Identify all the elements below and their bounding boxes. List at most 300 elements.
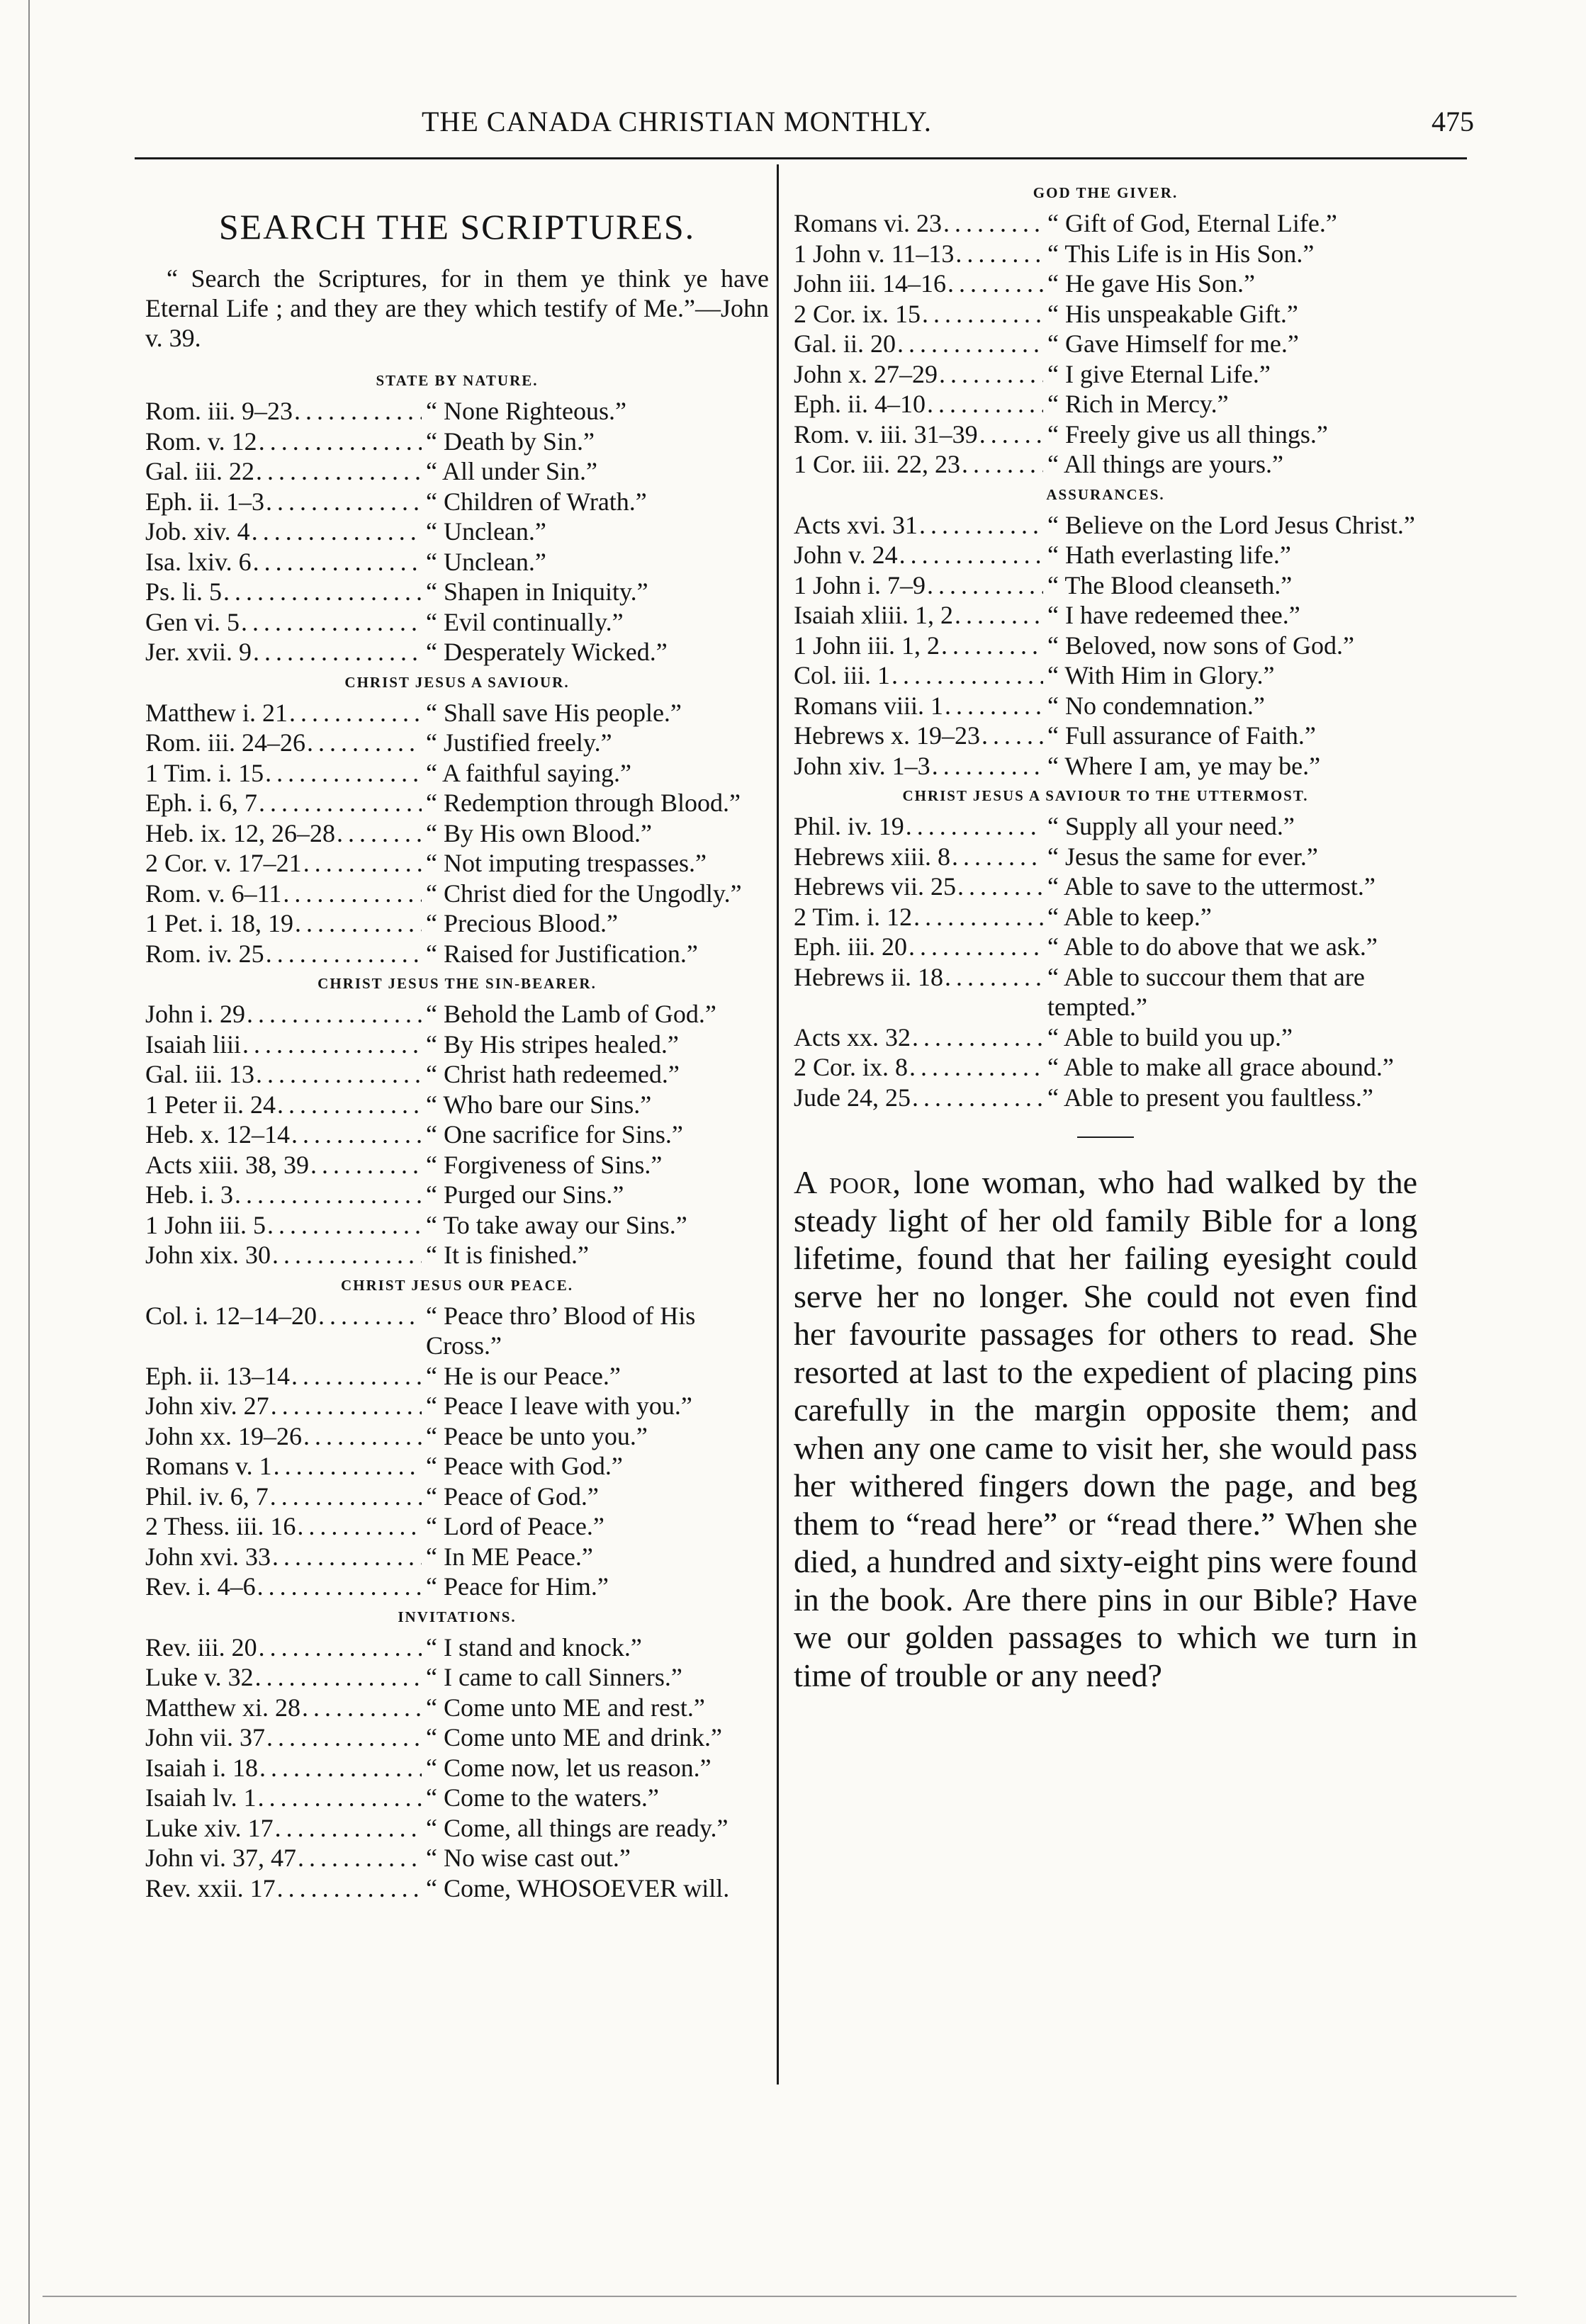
reference-with-leader bbox=[145, 908, 422, 939]
scripture-reference: Matthew i. 21 bbox=[145, 698, 288, 727]
scripture-reference: Hebrews xiii. 8 bbox=[794, 842, 950, 871]
scripture-entry bbox=[794, 1022, 1417, 1053]
scripture-quote: “ Peace for Him.” bbox=[426, 1572, 609, 1601]
scripture-reference: Isaiah lv. 1 bbox=[145, 1783, 257, 1812]
scripture-quote: “ Supply all your need.” bbox=[1047, 812, 1295, 840]
scripture-entry bbox=[145, 698, 769, 728]
dot-leader bbox=[257, 788, 422, 818]
scripture-entry bbox=[145, 1301, 769, 1361]
scripture-reference: Hebrews vii. 25 bbox=[794, 872, 956, 901]
dot-leader bbox=[281, 879, 422, 909]
scripture-entry bbox=[794, 691, 1417, 721]
scripture-reference: 1 Pet. i. 18, 19 bbox=[145, 909, 294, 937]
dot-leader bbox=[233, 1180, 422, 1210]
scripture-quote: “ In ME Peace.” bbox=[426, 1542, 593, 1571]
scripture-reference: Rom. v. 12 bbox=[145, 427, 257, 456]
dot-leader bbox=[264, 487, 422, 517]
scripture-reference: Isaiah liii bbox=[145, 1030, 241, 1059]
reference-with-leader bbox=[794, 239, 1043, 269]
dot-leader bbox=[317, 1301, 422, 1331]
dot-leader bbox=[293, 396, 422, 427]
scripture-entry bbox=[145, 517, 769, 547]
scripture-entry bbox=[794, 510, 1417, 541]
dot-leader bbox=[911, 1083, 1043, 1113]
scripture-quote: “ Shapen in Iniquity.” bbox=[426, 577, 648, 606]
scripture-entry bbox=[794, 208, 1417, 239]
scripture-entry bbox=[145, 999, 769, 1030]
scripture-quote: “ Peace of God.” bbox=[426, 1482, 599, 1511]
scripture-entry bbox=[145, 1150, 769, 1180]
dot-leader bbox=[240, 607, 422, 638]
dot-leader bbox=[918, 510, 1043, 541]
scripture-reference: Job. xiv. 4 bbox=[145, 517, 250, 546]
scripture-reference: Phil. iv. 19 bbox=[794, 812, 904, 840]
reference-with-leader bbox=[794, 329, 1043, 359]
scripture-quote: “ Rich in Mercy.” bbox=[1047, 390, 1229, 418]
scripture-quote: “ Come to the waters.” bbox=[426, 1783, 659, 1812]
dot-leader bbox=[908, 1052, 1043, 1083]
reference-with-leader bbox=[794, 932, 1043, 962]
scripture-reference: 1 Cor. iii. 22, 23 bbox=[794, 450, 961, 478]
reference-with-leader bbox=[145, 1693, 422, 1723]
scripture-quote: “ Hath everlasting life.” bbox=[1047, 541, 1291, 569]
dot-leader bbox=[222, 577, 422, 607]
anecdote-text: lone woman, who had walked by the steady light of her old family Bible for a long lifetime, found that her failing eyesight could serve her no longer. She could not even find her favourite passages for others to read. She resorted at last to the expedient of placing pins carefully in the margin opposite them; and when any one came to visit her, she would pass her withered fingers down the page, and beg them to “read here” or “read there.” When she died, a hundred and sixty-eight pins were found in the book. Are there pins in our Bible? Have we our golden passages to which we turn in time of trouble or any need? bbox=[794, 1164, 1417, 1693]
scripture-quote: “ I came to call Sinners.” bbox=[426, 1663, 682, 1691]
reference-with-leader bbox=[794, 962, 1043, 993]
scripture-reference: Gal. iii. 13 bbox=[145, 1060, 254, 1088]
scripture-reference: Eph. ii. 13–14 bbox=[145, 1361, 290, 1390]
scripture-quote: “ Able to save to the uttermost.” bbox=[1047, 872, 1376, 901]
scripture-reference: John i. 29 bbox=[145, 1000, 246, 1028]
scripture-quote: “ I give Eternal Life.” bbox=[1047, 359, 1271, 388]
scripture-entry bbox=[794, 540, 1417, 570]
scripture-reference: Eph. ii. 4–10 bbox=[794, 390, 926, 418]
reference-with-leader bbox=[145, 1662, 422, 1693]
reference-with-leader bbox=[794, 299, 1043, 329]
section-heading: STATE BY NATURE. bbox=[376, 372, 539, 389]
dot-leader bbox=[980, 721, 1043, 751]
scripture-reference: Rev. i. 4–6 bbox=[145, 1572, 256, 1601]
reference-with-leader bbox=[794, 419, 1043, 450]
scripture-entry bbox=[145, 728, 769, 758]
scripture-quote: “ Beloved, now sons of God.” bbox=[1047, 631, 1354, 660]
dot-leader bbox=[293, 908, 422, 939]
scripture-quote: “ He is our Peace.” bbox=[426, 1361, 621, 1390]
scripture-reference: Rom. iv. 25 bbox=[145, 939, 264, 968]
scripture-quote: “ Unclean.” bbox=[426, 547, 546, 576]
section-heading: CHRIST JESUS OUR PEACE. bbox=[340, 1276, 573, 1294]
dot-leader bbox=[241, 1030, 422, 1060]
scripture-entry bbox=[145, 758, 769, 789]
scripture-reference: Eph. i. 6, 7 bbox=[145, 789, 257, 817]
scripture-reference: John xix. 30 bbox=[145, 1241, 271, 1269]
dot-leader bbox=[250, 517, 422, 547]
scripture-reference: 2 Thess. iii. 16 bbox=[145, 1512, 296, 1540]
reference-with-leader bbox=[145, 487, 422, 517]
scripture-reference: Heb. ix. 12, 26–28 bbox=[145, 818, 335, 847]
section-heading: ASSURANCES. bbox=[1046, 485, 1165, 503]
scripture-reference: 1 John v. 11–13 bbox=[794, 239, 955, 268]
scripture-quote: “ Jesus the same for ever.” bbox=[1047, 842, 1318, 871]
scripture-quote: “ To take away our Sins.” bbox=[426, 1210, 687, 1239]
reference-with-leader bbox=[145, 1391, 422, 1421]
scripture-quote: “ None Righteous.” bbox=[426, 397, 626, 425]
reference-with-leader bbox=[145, 1240, 422, 1270]
scripture-reference: 2 Cor. v. 17–21 bbox=[145, 849, 302, 877]
scripture-entry bbox=[145, 1210, 769, 1241]
reference-with-leader bbox=[145, 1783, 422, 1813]
scripture-entry bbox=[794, 600, 1417, 631]
scripture-quote: “ No condemnation.” bbox=[1047, 691, 1265, 720]
scripture-entry bbox=[794, 902, 1417, 932]
reference-with-leader bbox=[145, 427, 422, 457]
dot-leader bbox=[302, 848, 422, 879]
reference-with-leader bbox=[794, 751, 1043, 782]
reference-with-leader bbox=[794, 631, 1043, 661]
reference-with-leader bbox=[145, 788, 422, 818]
scripture-entry bbox=[145, 1753, 769, 1783]
scripture-reference: Col. i. 12–14–20 bbox=[145, 1301, 317, 1330]
reference-with-leader bbox=[145, 1030, 422, 1060]
reference-with-leader bbox=[145, 1119, 422, 1150]
dot-leader bbox=[288, 698, 422, 728]
scripture-reference: John iii. 14–16 bbox=[794, 269, 947, 298]
dot-leader bbox=[954, 239, 1043, 269]
dot-leader bbox=[943, 691, 1043, 721]
scripture-quote: “ This Life is in His Son.” bbox=[1047, 239, 1315, 268]
scripture-entry bbox=[794, 329, 1417, 359]
dot-leader bbox=[940, 631, 1043, 661]
reference-with-leader bbox=[794, 842, 1043, 872]
scripture-reference: Luke xiv. 17 bbox=[145, 1813, 274, 1842]
scripture-quote: “ Peace be unto you.” bbox=[426, 1421, 648, 1450]
scripture-reference: Acts xvi. 31 bbox=[794, 510, 918, 539]
page-number: 475 bbox=[1432, 106, 1474, 137]
dot-leader bbox=[257, 1783, 422, 1813]
scripture-entry bbox=[145, 1693, 769, 1723]
scripture-quote: “ Peace with God.” bbox=[426, 1452, 623, 1480]
dot-leader bbox=[896, 329, 1043, 359]
scripture-entry bbox=[794, 570, 1417, 601]
reference-with-leader bbox=[145, 818, 422, 849]
dot-leader bbox=[943, 962, 1043, 993]
scripture-entry bbox=[794, 449, 1417, 480]
reference-with-leader bbox=[145, 1421, 422, 1452]
scripture-reference: Acts xx. 32 bbox=[794, 1022, 911, 1051]
reference-with-leader bbox=[145, 547, 422, 577]
scripture-entry bbox=[794, 751, 1417, 782]
reference-with-leader bbox=[794, 510, 1043, 541]
reference-with-leader bbox=[145, 1572, 422, 1602]
scripture-entry bbox=[145, 1090, 769, 1120]
scripture-entry bbox=[145, 1511, 769, 1542]
scripture-quote: “ Come now, let us reason.” bbox=[426, 1753, 712, 1782]
dot-leader bbox=[264, 939, 422, 969]
scripture-entry bbox=[145, 1662, 769, 1693]
scripture-entry bbox=[145, 1421, 769, 1452]
left-column bbox=[145, 177, 769, 1903]
section-heading: GOD THE GIVER. bbox=[1033, 184, 1179, 201]
scripture-quote: “ Peace thro’ Blood of His Cross.” bbox=[426, 1301, 696, 1360]
scripture-reference: Gen vi. 5 bbox=[145, 607, 240, 636]
dot-leader bbox=[290, 1119, 422, 1150]
scripture-entry bbox=[794, 811, 1417, 842]
scripture-quote: “ Freely give us all things.” bbox=[1047, 419, 1328, 449]
reference-with-leader bbox=[145, 1090, 422, 1120]
section-heading: CHRIST JESUS A SAVIOUR TO THE UTTERMOST. bbox=[902, 787, 1309, 804]
dot-leader bbox=[911, 1022, 1043, 1053]
dot-leader bbox=[302, 1421, 422, 1452]
reference-with-leader bbox=[794, 600, 1043, 631]
scripture-entry bbox=[145, 879, 769, 909]
dot-leader bbox=[926, 570, 1043, 601]
scripture-quote: “ Believe on the Lord Jesus Christ.” bbox=[1047, 510, 1415, 539]
dot-leader bbox=[276, 1873, 422, 1904]
scripture-quote: “ A faithful saying.” bbox=[426, 758, 631, 787]
scripture-reference: Romans viii. 1 bbox=[794, 691, 944, 720]
scripture-quote: “ Forgiveness of Sins.” bbox=[426, 1150, 663, 1179]
dot-leader bbox=[266, 1210, 422, 1241]
dot-leader bbox=[254, 1662, 422, 1693]
scripture-entry bbox=[145, 1391, 769, 1421]
scripture-entry bbox=[794, 872, 1417, 902]
scripture-reference: Rev. xxii. 17 bbox=[145, 1873, 276, 1902]
scripture-quote: “ Children of Wrath.” bbox=[426, 487, 647, 516]
dot-leader bbox=[921, 299, 1043, 329]
scripture-entry bbox=[145, 848, 769, 879]
section-heading: CHRIST JESUS A SAVIOUR. bbox=[344, 673, 570, 691]
scripture-quote: “ Able to succour them that are tempted.” bbox=[1047, 962, 1365, 1021]
dot-leader bbox=[309, 1150, 422, 1180]
scripture-reference: Heb. x. 12–14 bbox=[145, 1120, 290, 1149]
reference-with-leader bbox=[794, 1083, 1043, 1113]
reference-with-leader bbox=[145, 1511, 422, 1542]
dot-leader bbox=[335, 818, 422, 849]
reference-with-leader bbox=[145, 1210, 422, 1241]
dot-leader bbox=[907, 932, 1043, 962]
scripture-quote: “ Lord of Peace.” bbox=[426, 1512, 604, 1540]
reference-with-leader bbox=[794, 872, 1043, 902]
dot-leader bbox=[276, 1090, 422, 1120]
column-divider bbox=[777, 164, 779, 2085]
scripture-reference: John vi. 37, 47 bbox=[145, 1844, 297, 1872]
scripture-reference: John v. 24 bbox=[794, 541, 898, 569]
scripture-entry bbox=[145, 637, 769, 667]
scripture-reference: John xiv. 1–3 bbox=[794, 751, 930, 780]
scripture-reference: Hebrews x. 19–23 bbox=[794, 721, 980, 750]
scripture-quote: “ Where I am, ye may be.” bbox=[1047, 751, 1321, 780]
reference-with-leader bbox=[145, 517, 422, 547]
scripture-quote: “ Able to do above that we ask.” bbox=[1047, 932, 1378, 961]
scripture-reference: Romans v. 1 bbox=[145, 1452, 272, 1480]
scripture-reference: 1 John iii. 1, 2 bbox=[794, 631, 940, 660]
scripture-quote: “ Who bare our Sins.” bbox=[426, 1090, 652, 1119]
scripture-quote: “ Redemption through Blood.” bbox=[426, 789, 741, 817]
scripture-entry bbox=[145, 1482, 769, 1512]
anecdote-lead: A poor, bbox=[794, 1164, 901, 1200]
scripture-reference: 2 Cor. ix. 15 bbox=[794, 299, 921, 328]
scripture-quote: “ All things are yours.” bbox=[1047, 450, 1283, 478]
reference-with-leader bbox=[794, 449, 1043, 480]
dot-leader bbox=[904, 811, 1043, 842]
scripture-reference: Phil. iv. 6, 7 bbox=[145, 1482, 269, 1511]
scripture-quote: “ His unspeakable Gift.” bbox=[1047, 299, 1298, 328]
section-divider-rule bbox=[1077, 1136, 1134, 1138]
scripture-entry bbox=[794, 1052, 1417, 1083]
scripture-entry bbox=[145, 577, 769, 607]
scripture-entry bbox=[145, 1030, 769, 1060]
scripture-entry bbox=[794, 660, 1417, 691]
scripture-entry bbox=[145, 1059, 769, 1090]
dot-leader bbox=[271, 1240, 422, 1270]
dot-leader bbox=[254, 456, 422, 487]
dot-leader bbox=[890, 660, 1043, 691]
scripture-quote: “ Christ hath redeemed.” bbox=[426, 1060, 680, 1088]
scripture-entry bbox=[794, 389, 1417, 419]
scripture-reference: 1 Tim. i. 15 bbox=[145, 758, 264, 787]
dot-leader bbox=[257, 1632, 422, 1663]
scripture-quote: “ Evil continually.” bbox=[426, 607, 624, 636]
dot-leader bbox=[258, 1753, 422, 1783]
dot-leader bbox=[265, 1722, 422, 1753]
reference-with-leader bbox=[794, 570, 1043, 601]
reference-with-leader bbox=[145, 1301, 422, 1331]
scripture-quote: “ Full assurance of Faith.” bbox=[1047, 721, 1316, 750]
scripture-reference: Col. iii. 1 bbox=[794, 661, 891, 689]
scripture-quote: “ Justified freely.” bbox=[426, 728, 612, 757]
reference-with-leader bbox=[794, 208, 1043, 239]
dot-leader bbox=[272, 1451, 422, 1482]
scripture-reference: Rev. iii. 20 bbox=[145, 1632, 257, 1662]
scripture-entry bbox=[145, 427, 769, 457]
dot-leader bbox=[269, 1482, 422, 1512]
scripture-quote: “ Peace I leave with you.” bbox=[426, 1392, 692, 1420]
scripture-entry bbox=[794, 359, 1417, 390]
dot-leader bbox=[950, 842, 1043, 872]
running-title: THE CANADA CHRISTIAN MONTHLY. bbox=[422, 106, 932, 137]
bottom-rule bbox=[43, 2296, 1517, 2297]
dot-leader bbox=[245, 999, 422, 1030]
reference-with-leader bbox=[145, 1150, 422, 1180]
scripture-quote: “ By His own Blood.” bbox=[426, 818, 652, 847]
scripture-quote: “ No wise cast out.” bbox=[426, 1844, 631, 1872]
reference-with-leader bbox=[145, 1542, 422, 1572]
scripture-quote: “ One sacrifice for Sins.” bbox=[426, 1120, 683, 1149]
reference-with-leader bbox=[145, 1059, 422, 1090]
reference-with-leader bbox=[794, 540, 1043, 570]
dot-leader bbox=[252, 637, 422, 667]
header-rule bbox=[135, 157, 1467, 159]
reference-with-leader bbox=[794, 359, 1043, 390]
reference-with-leader bbox=[145, 1813, 422, 1844]
scripture-reference: Eph. ii. 1–3 bbox=[145, 487, 264, 516]
dot-leader bbox=[305, 728, 422, 758]
epigraph: “ Search the Scriptures, for in them ye think ye have Eternal Life ; and they are they which testify of Me.”—John v. 39. bbox=[145, 264, 769, 352]
scripture-entry bbox=[145, 1632, 769, 1663]
dot-leader bbox=[271, 1542, 422, 1572]
scripture-reference: Acts xiii. 38, 39 bbox=[145, 1150, 309, 1179]
scripture-entry bbox=[145, 908, 769, 939]
article-title: SEARCH THE SCRIPTURES. bbox=[218, 207, 696, 247]
reference-with-leader bbox=[145, 1753, 422, 1783]
scripture-reference: John xx. 19–26 bbox=[145, 1421, 303, 1450]
scripture-entry bbox=[145, 1542, 769, 1572]
reference-with-leader bbox=[145, 939, 422, 969]
dot-leader bbox=[898, 540, 1043, 570]
dot-leader bbox=[254, 1059, 422, 1090]
scripture-quote: “ It is finished.” bbox=[426, 1241, 589, 1269]
scripture-quote: “ Able to keep.” bbox=[1047, 902, 1212, 931]
dot-leader bbox=[912, 902, 1043, 932]
reference-with-leader bbox=[794, 721, 1043, 751]
scripture-quote: “ Come unto ME and drink.” bbox=[426, 1723, 722, 1752]
dot-leader bbox=[956, 872, 1043, 902]
scripture-reference: Hebrews ii. 18 bbox=[794, 962, 943, 991]
reference-with-leader bbox=[145, 456, 422, 487]
scripture-reference: Gal. ii. 20 bbox=[794, 329, 896, 358]
scripture-quote: “ Shall save His people.” bbox=[426, 698, 682, 727]
scripture-reference: Heb. i. 3 bbox=[145, 1180, 233, 1209]
scripture-entry bbox=[794, 419, 1417, 450]
scripture-entry bbox=[145, 607, 769, 638]
scripture-entry bbox=[794, 1083, 1417, 1113]
scripture-entry bbox=[145, 818, 769, 849]
scripture-entry bbox=[145, 1722, 769, 1753]
dot-leader bbox=[960, 449, 1043, 480]
dot-leader bbox=[946, 269, 1043, 299]
scripture-reference: Romans vi. 23 bbox=[794, 209, 943, 237]
scripture-entry bbox=[145, 1572, 769, 1602]
scripture-quote: “ Desperately Wicked.” bbox=[426, 638, 668, 666]
scripture-entry bbox=[145, 1813, 769, 1844]
dot-leader bbox=[264, 758, 422, 789]
right-sections bbox=[794, 181, 1417, 1112]
scripture-reference: Isaiah xliii. 1, 2 bbox=[794, 601, 953, 629]
scripture-entry bbox=[145, 1873, 769, 1904]
scripture-quote: “ Behold the Lamb of God.” bbox=[426, 1000, 716, 1028]
scripture-reference: Jer. xvii. 9 bbox=[145, 638, 252, 666]
reference-with-leader bbox=[145, 728, 422, 758]
reference-with-leader bbox=[145, 1180, 422, 1210]
reference-with-leader bbox=[794, 269, 1043, 299]
scripture-quote: “ With Him in Glory.” bbox=[1047, 661, 1275, 689]
scripture-entry bbox=[145, 1843, 769, 1873]
scripture-quote: “ He gave His Son.” bbox=[1047, 269, 1255, 298]
reference-with-leader bbox=[145, 577, 422, 607]
scripture-reference: Jude 24, 25 bbox=[794, 1083, 911, 1112]
reference-with-leader bbox=[794, 1052, 1043, 1083]
scripture-reference: Rom. v. 6–11 bbox=[145, 879, 282, 908]
reference-with-leader bbox=[145, 1722, 422, 1753]
scripture-quote: “ Come, WHOSOEVER will. bbox=[426, 1873, 730, 1902]
reference-with-leader bbox=[145, 637, 422, 667]
scripture-reference: John x. 27–29 bbox=[794, 359, 938, 388]
reference-with-leader bbox=[145, 1361, 422, 1392]
scripture-reference: Matthew xi. 28 bbox=[145, 1693, 300, 1722]
scripture-reference: John xvi. 33 bbox=[145, 1542, 271, 1571]
reference-with-leader bbox=[794, 660, 1043, 691]
scripture-entry bbox=[145, 456, 769, 487]
reference-with-leader bbox=[145, 999, 422, 1030]
page-header bbox=[142, 105, 1474, 147]
dot-leader bbox=[296, 1843, 422, 1873]
scripture-quote: “ Christ died for the Ungodly.” bbox=[426, 879, 742, 908]
scripture-entry bbox=[145, 1180, 769, 1210]
scripture-reference: 1 John iii. 5 bbox=[145, 1210, 266, 1239]
scripture-entry bbox=[145, 487, 769, 517]
dot-leader bbox=[978, 419, 1043, 450]
